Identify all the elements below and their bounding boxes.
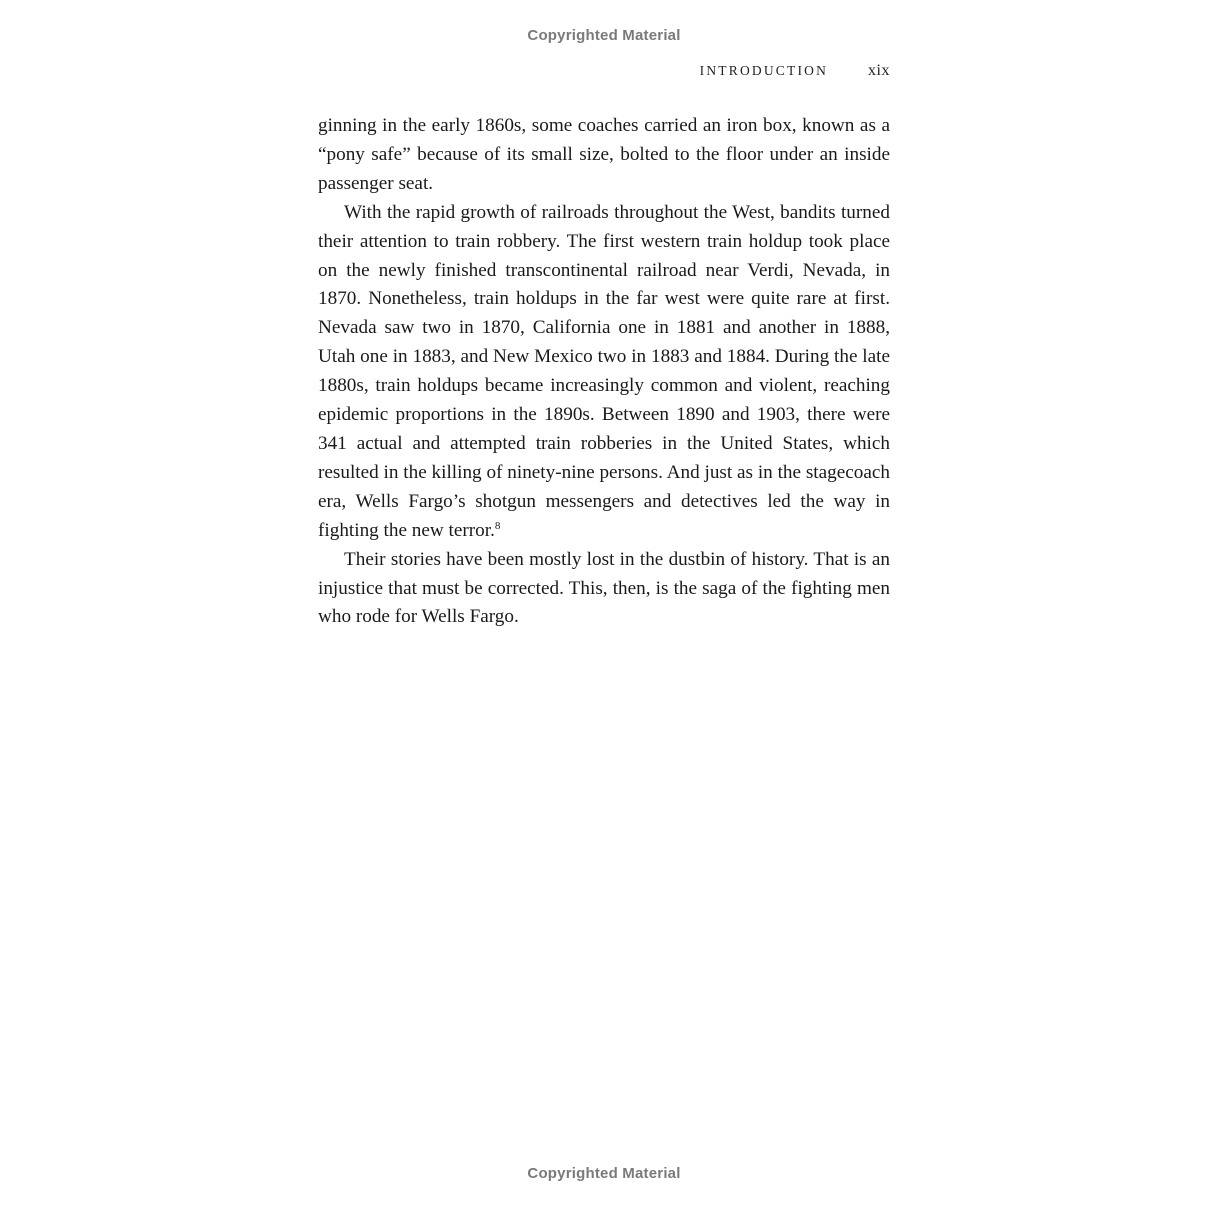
paragraph-1: ginning in the early 1860s, some coaches carried an iron box, known as a “pony safe” because of its small size, bolted to the floor under an inside passenger seat. — [318, 115, 890, 194]
paragraph-2 — [318, 199, 890, 546]
page-number: xix — [868, 62, 890, 79]
running-head — [700, 62, 890, 80]
copyright-watermark-top: Copyrighted Material — [527, 27, 681, 44]
paragraph-2-text: With the rapid growth of railroads throughout the West, bandits turned their attention to train robbery. The first western train holdup took place on the newly finished transcontinental railroad near Verdi, Nevada, in 1870. Nonetheless, train holdups in the far west were quite rare at first. Nevada saw two in 1870, California one in 1881 and another in 1888, Utah one in 1883, and New Mexico two in 1883 and 1884. During the late 1880s, train holdups became increasingly common and violent, reaching epidemic proportions in the 1890s. Between 1890 and 1903, there were 341 actual and attempted train robberies in the United States, which resulted in the killing of ninety-nine persons. And just as in the stagecoach era, Wells Fargo’s shotgun messengers and detectives led the way in fighting the new terror. — [318, 201, 890, 541]
body-text — [318, 112, 890, 632]
footnote-marker: 8 — [494, 519, 501, 532]
paragraph-3: Their stories have been mostly lost in the dustbin of history. That is an injustice that must be corrected. This, then, is the saga of the fighting men who rode for Wells Fargo. — [318, 548, 890, 628]
copyright-watermark-bottom: Copyrighted Material — [527, 1165, 681, 1182]
running-head-section: INTRODUCTION — [699, 63, 829, 78]
